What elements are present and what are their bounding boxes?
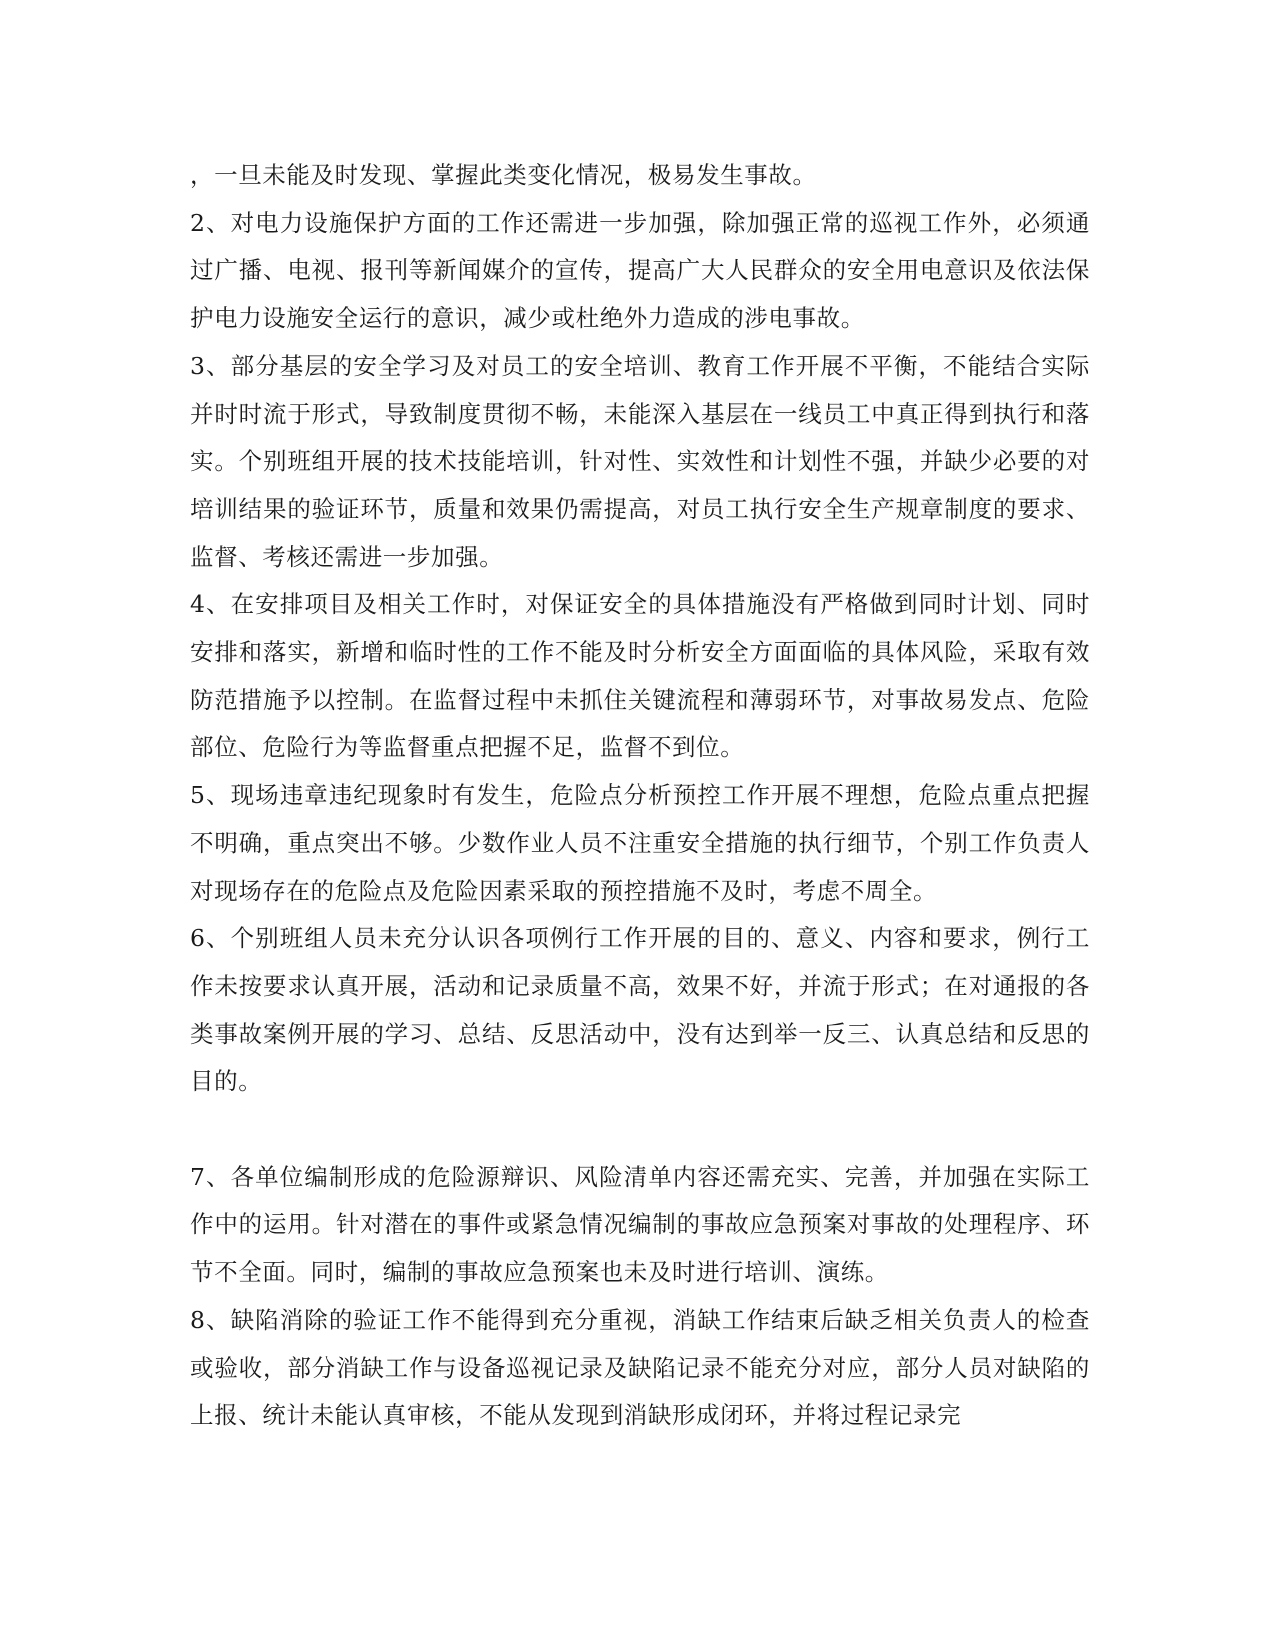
paragraph-item-7: 7、各单位编制形成的危险源辩识、风险清单内容还需充实、完善，并加强在实际工作中的运用。针对潜在的事件或紧急情况编制的事故应急预案对事故的处理程序、环节不全面。同时，编制的事故应急预案也未及时进行培训、演练。 xyxy=(190,1162,1090,1287)
paragraph-item-8: 8、缺陷消除的验证工作不能得到充分重视，消缺工作结束后缺乏相关负责人的检查或验收，部分消缺工作与设备巡视记录及缺陷记录不能充分对应，部分人员对缺陷的上报、统计未能认真审核，不能从发现到消缺形成闭环，并将过程记录完 xyxy=(190,1305,1090,1430)
paragraph-item-5: 5、现场违章违纪现象时有发生，危险点分析预控工作开展不理想，危险点重点把握不明确，重点突出不够。少数作业人员不注重安全措施的执行细节，个别工作负责人对现场存在的危险点及危险因素采取的预控措施不及时，考虑不周全。 xyxy=(190,781,1090,905)
paragraph-item-3: 3、部分基层的安全学习及对员工的安全培训、教育工作开展不平衡，不能结合实际并时时流于形式，导致制度贯彻不畅，未能深入基层在一线员工中真正得到执行和落实。个别班组开展的技术技能培训，针对性、实效性和计划性不强，并缺少必要的对培训结果的验证环节，质量和效果仍需提高，对员工执行安全生产规章制度的要求、监督、考核还需进一步加强。 xyxy=(190,351,1090,571)
paragraph-continuation: ，一旦未能及时发现、掌握此类变化情况，极易发生事故。 xyxy=(190,161,817,189)
paragraph-item-6: 6、个别班组人员未充分认识各项例行工作开展的目的、意义、内容和要求，例行工作未按要求认真开展，活动和记录质量不高，效果不好，并流于形式；在对通报的各类事故案例开展的学习、总结、反思活动中，没有达到举一反三、认真总结和反思的目的。 xyxy=(190,924,1090,1096)
paragraph-item-2: 2、对电力设施保护方面的工作还需进一步加强，除加强正常的巡视工作外，必须通过广播、电视、报刊等新闻媒介的宣传，提高广大人民群众的安全用电意识及依法保护电力设施安全运行的意识，减少或杜绝外力造成的涉电事故。 xyxy=(190,208,1090,333)
document-body xyxy=(190,152,1090,1440)
paragraph-item-4: 4、在安排项目及相关工作时，对保证安全的具体措施没有严格做到同时计划、同时安排和落实，新增和临时性的工作不能及时分析安全方面面临的具体风险，采取有效防范措施予以控制。在监督过程中未抓住关键流程和薄弱环节，对事故易发点、危险部位、危险行为等监督重点把握不足，监督不到位。 xyxy=(190,590,1090,762)
